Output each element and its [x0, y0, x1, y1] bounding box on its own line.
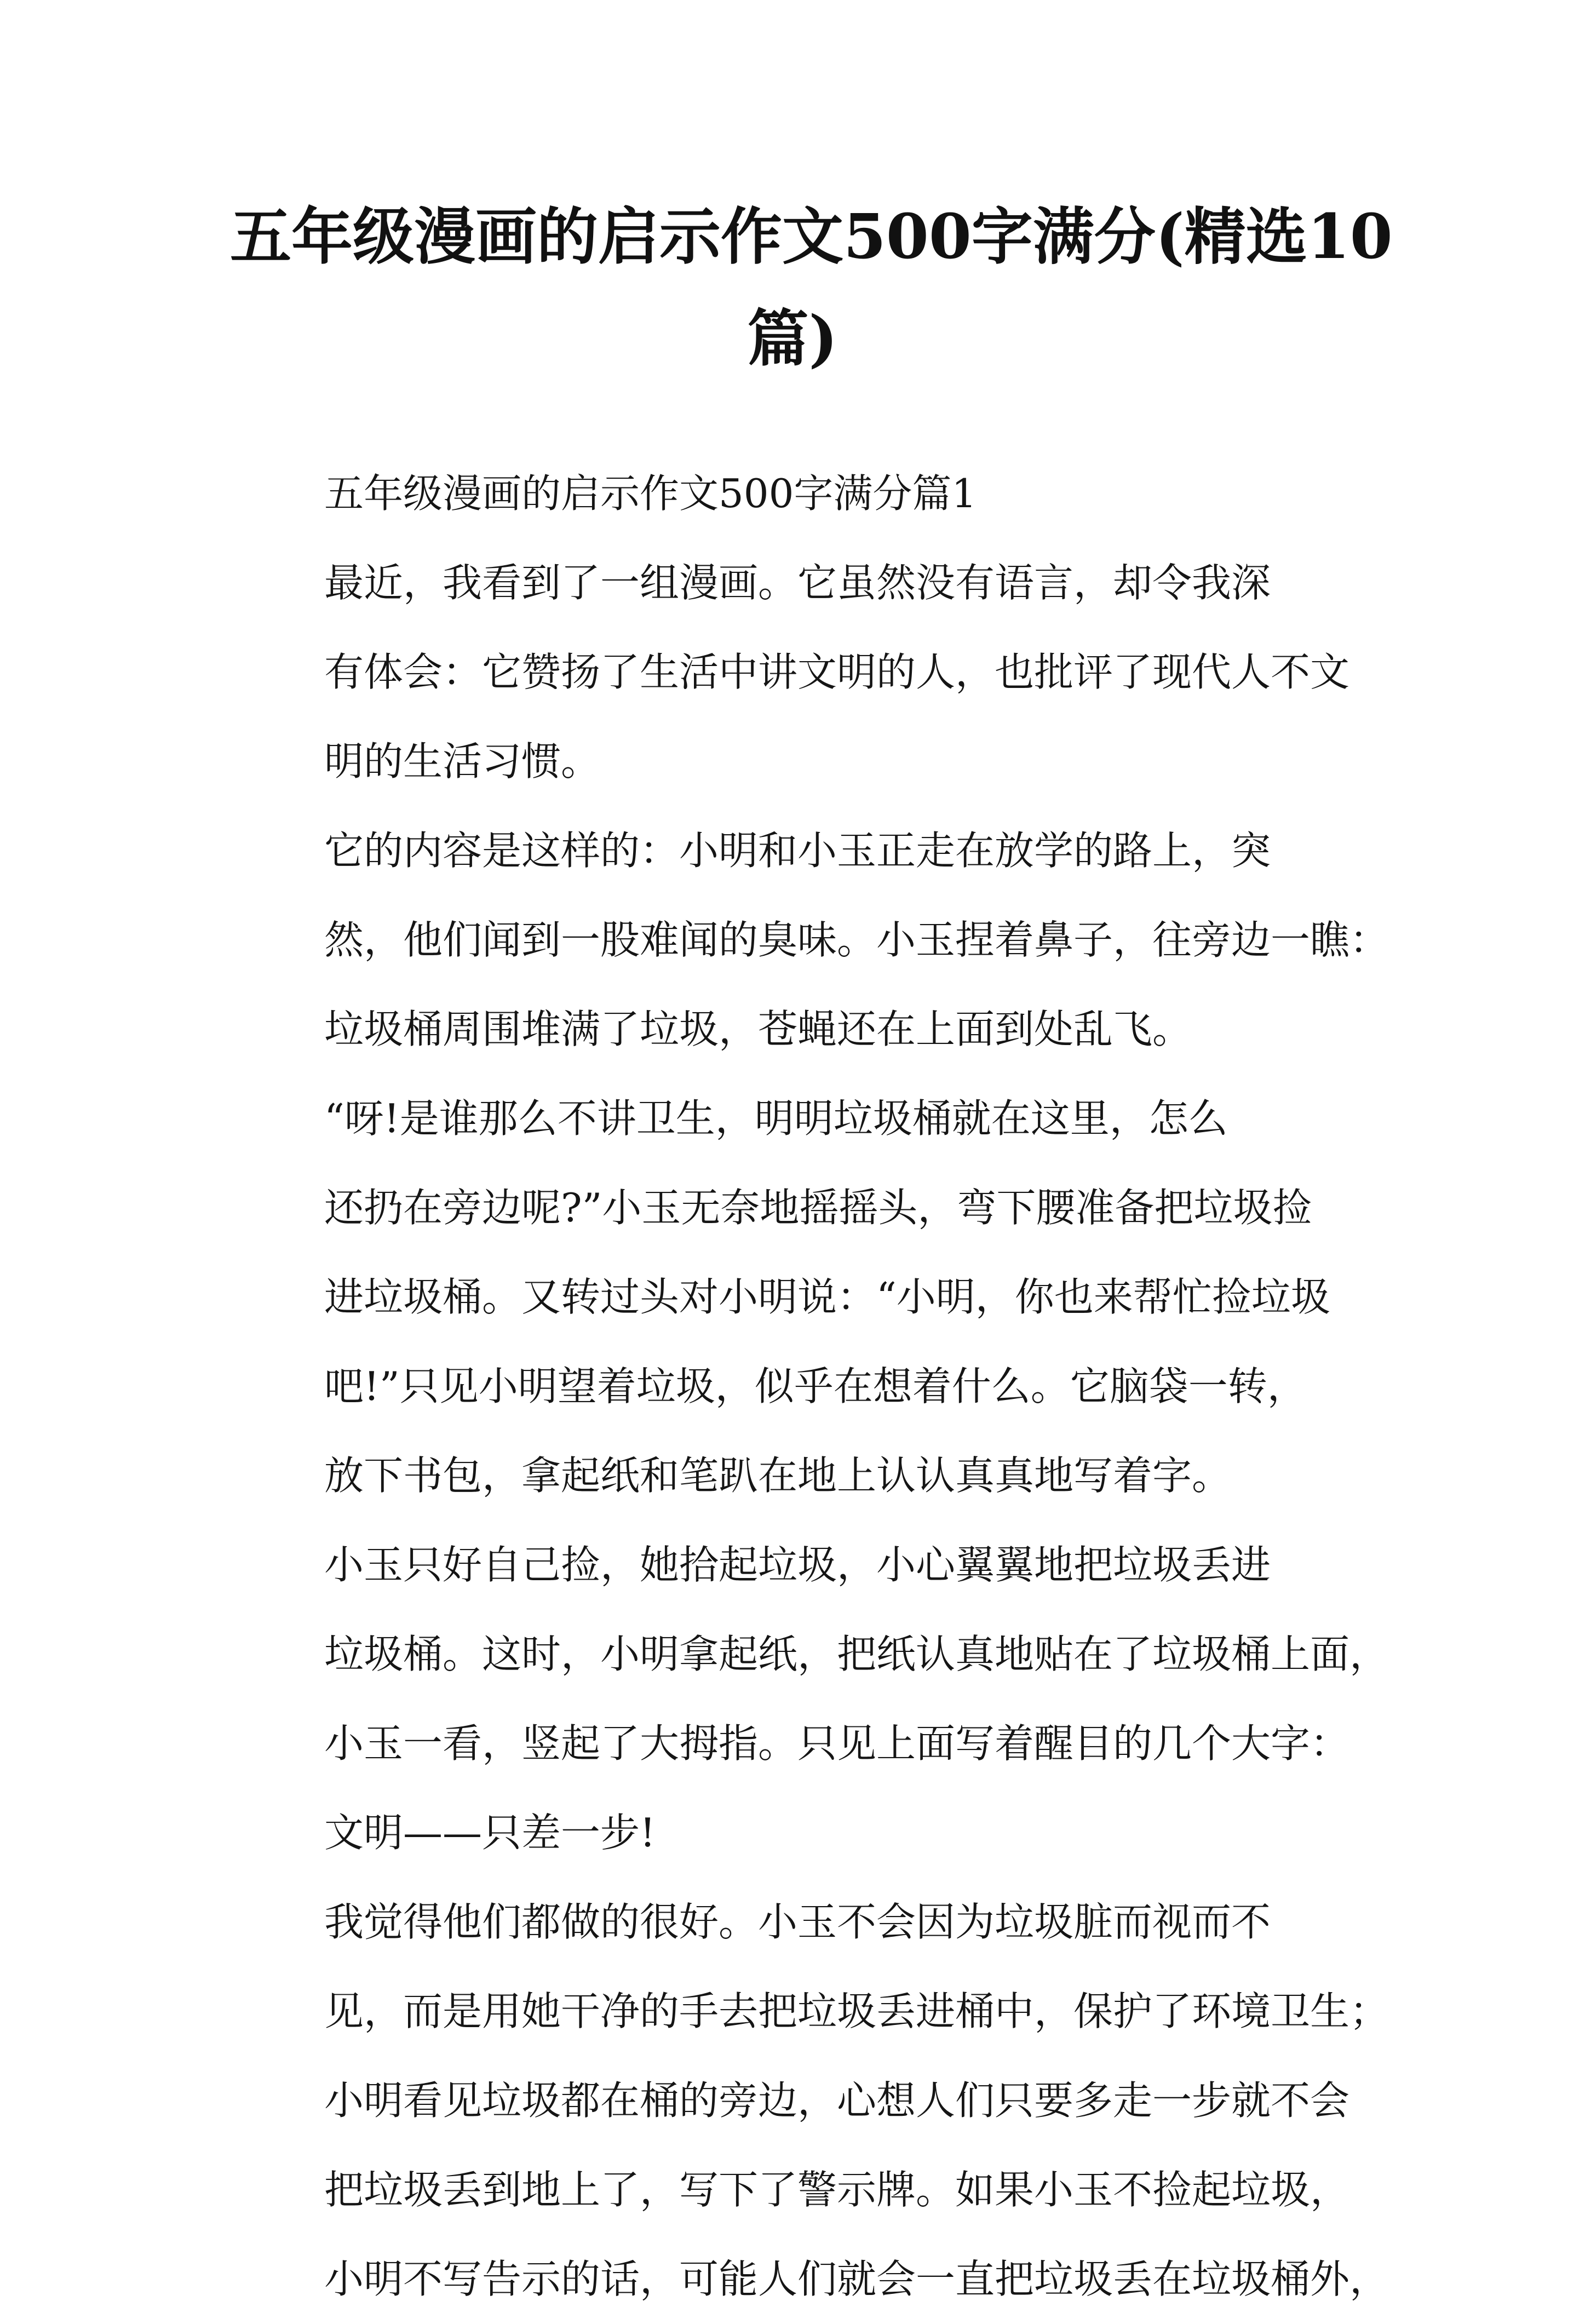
- text-line: 把垃圾丢到地上了，写下了警示牌。如果小玉不捡起垃圾，: [324, 2167, 1350, 2213]
- text-line: 还扔在旁边呢?”小玉无奈地摇摇头，弯下腰准备把垃圾捡: [324, 1185, 1312, 1231]
- text-line: 我觉得他们都做的很好。小玉不会因为垃圾脏而视而不: [324, 1899, 1271, 1945]
- paragraph-2: [241, 806, 1389, 1074]
- text-line: 小明不写告示的话，可能人们就会一直把垃圾丢在垃圾桶外，: [324, 2256, 1389, 2302]
- text-line: 小明看见垃圾都在桶的旁边，心想人们只要多走一步就不会: [324, 2078, 1350, 2124]
- text-line: 小玉一看，竖起了大拇指。只见上面写着醒目的几个大字：: [324, 1720, 1350, 1766]
- text-line: 放下书包，拿起纸和笔趴在地上认认真真地写着字。: [324, 1453, 1232, 1499]
- text-line: 明的生活习惯。: [324, 738, 601, 784]
- text-line: 最近，我看到了一组漫画。它虽然没有语言，却令我深: [324, 560, 1271, 606]
- text-line: “呀!是谁那么不讲卫生，明明垃圾桶就在这里，怎么: [324, 1095, 1228, 1141]
- text-line: 进垃圾桶。又转过头对小明说：“小明，你也来帮忙捡垃圾: [324, 1274, 1330, 1320]
- text-line: 吧!”只见小明望着垃圾，似乎在想着什么。它脑袋一转，: [324, 1363, 1307, 1409]
- text-line: 文明——只差一步!: [324, 1810, 656, 1856]
- text-line: 它的内容是这样的：小明和小玉正走在放学的路上，突: [324, 828, 1271, 874]
- text-line: 垃圾桶。这时，小明拿起纸，把纸认真地贴在了垃圾桶上面，: [324, 1631, 1389, 1677]
- text-line: 见，而是用她干净的手去把垃圾丢进桶中，保护了环境卫生；: [324, 1988, 1389, 2034]
- paragraph-1: [241, 538, 1358, 806]
- paragraph-4: [241, 1520, 1389, 1878]
- title-line-2: 篇): [747, 303, 838, 375]
- title-line-1: 五年级漫画的启示作文500字满分(精选10: [230, 201, 1393, 273]
- paragraph-5: [241, 1878, 1389, 2324]
- text-line: 小玉只好自己捡，她拾起垃圾，小心翼翼地把垃圾丢进: [324, 1542, 1271, 1588]
- paragraph-3: [241, 1074, 1358, 1520]
- text-line: 垃圾桶周围堆满了垃圾，苍蝇还在上面到处乱飞。: [324, 1006, 1192, 1052]
- text-line: 五年级漫画的启示作文500字满分篇1: [324, 470, 977, 517]
- text-line: 然，他们闻到一股难闻的臭味。小玉捏着鼻子，往旁边一瞧：: [324, 917, 1389, 963]
- section-heading: [241, 449, 1358, 538]
- document-body: [241, 449, 1389, 2324]
- text-line: 有体会：它赞扬了生活中讲文明的人，也批评了现代人不文: [324, 649, 1350, 695]
- document-title: [230, 186, 1393, 390]
